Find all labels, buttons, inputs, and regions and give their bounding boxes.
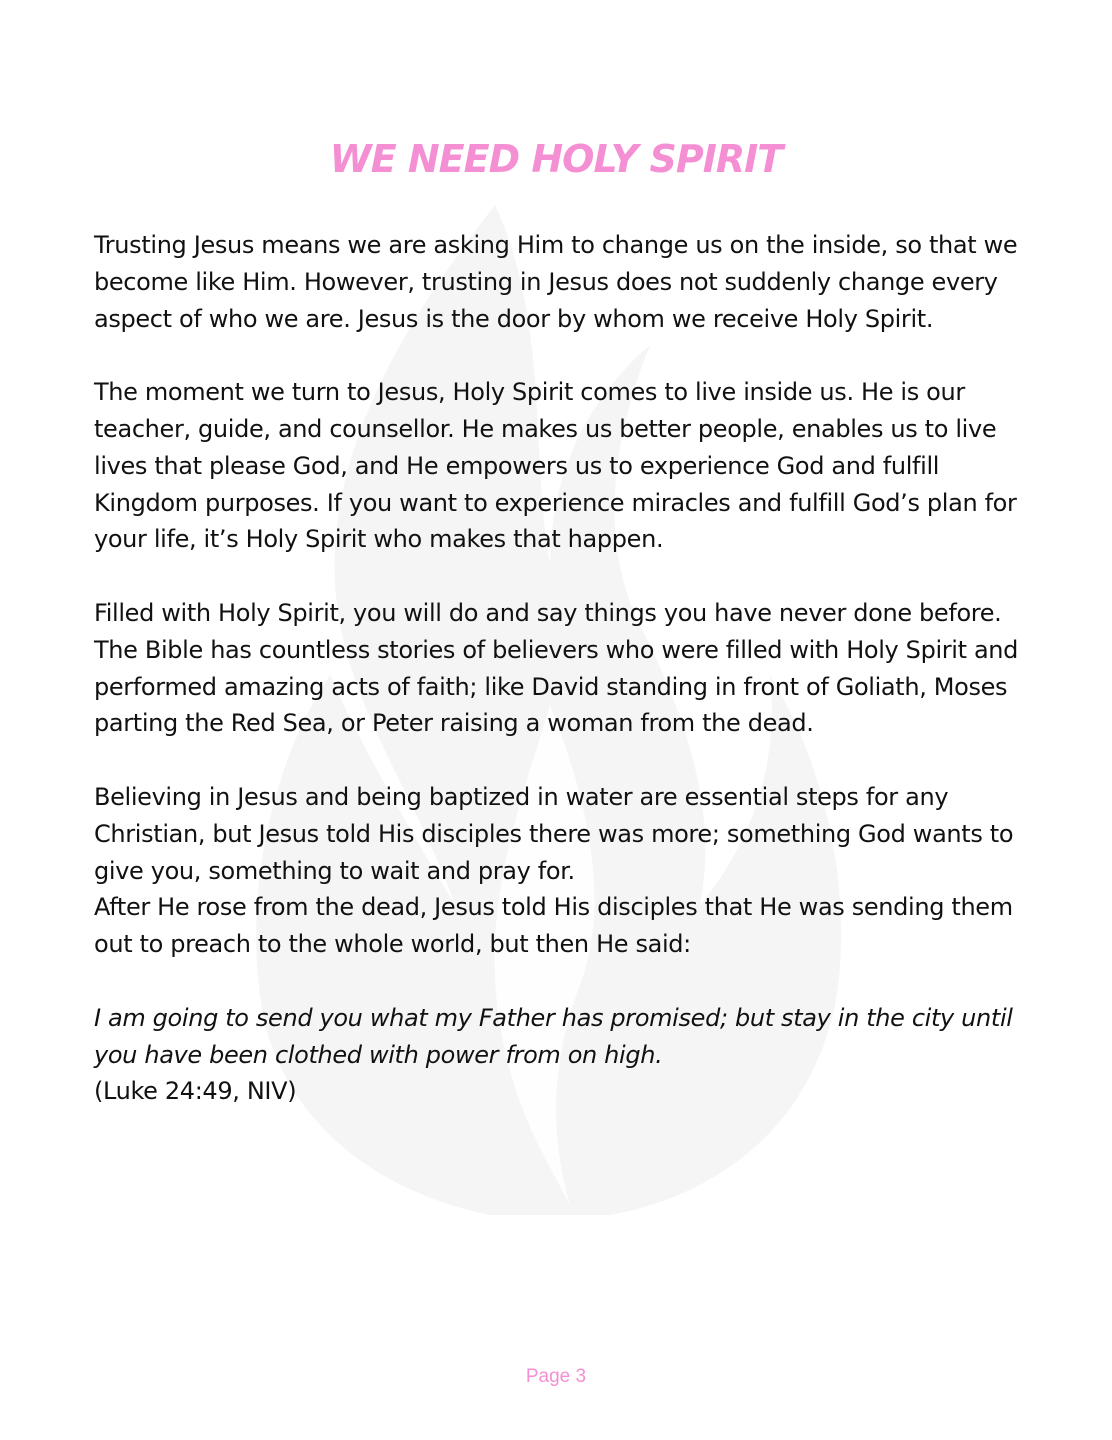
page-number: Page 3 (525, 1366, 587, 1387)
body-text (94, 227, 1034, 1110)
paragraph: Filled with Holy Spirit, you will do and say things you have never done before. The Bible has countless stories of believers who were filled with Holy Spirit and performed amazing acts of faith; like David standing in front of Goliath, Moses parting the Red Sea, or Peter raising a woman from the dead. (94, 598, 1019, 738)
scripture-quote: I am going to send you what my Father has promised; but stay in the city until you have been clothed with power from on high. (94, 1003, 1013, 1069)
paragraph: The moment we turn to Jesus, Holy Spirit comes to live inside us. He is our teacher, guide, and counsellor. He makes us better people, enables us to live lives that please God, and He empowers us to experience God and fulfill Kingdom purposes. If you want to experience miracles and fulfill God’s plan for your life, it’s Holy Spirit who makes that happen. (94, 378, 1017, 554)
paragraph: Trusting Jesus means we are asking Him to change us on the inside, so that we become like Him. However, trusting in Jesus does not suddenly change every aspect of who we are. Jesus is the door by whom we receive Holy Spirit. (94, 231, 1018, 333)
scripture-citation: (Luke 24:49, NIV) (94, 1077, 297, 1106)
page-title: WE NEED HOLY SPIRIT (329, 137, 783, 181)
paragraph: Believing in Jesus and being baptized in water are essential steps for any Christian, but Jesus told His disciples there was more; something God wants to give you, something to wait and pray for. (94, 782, 1014, 885)
paragraph: After He rose from the dead, Jesus told His disciples that He was sending them out to preach to the whole world, but then He said: (94, 893, 1013, 959)
